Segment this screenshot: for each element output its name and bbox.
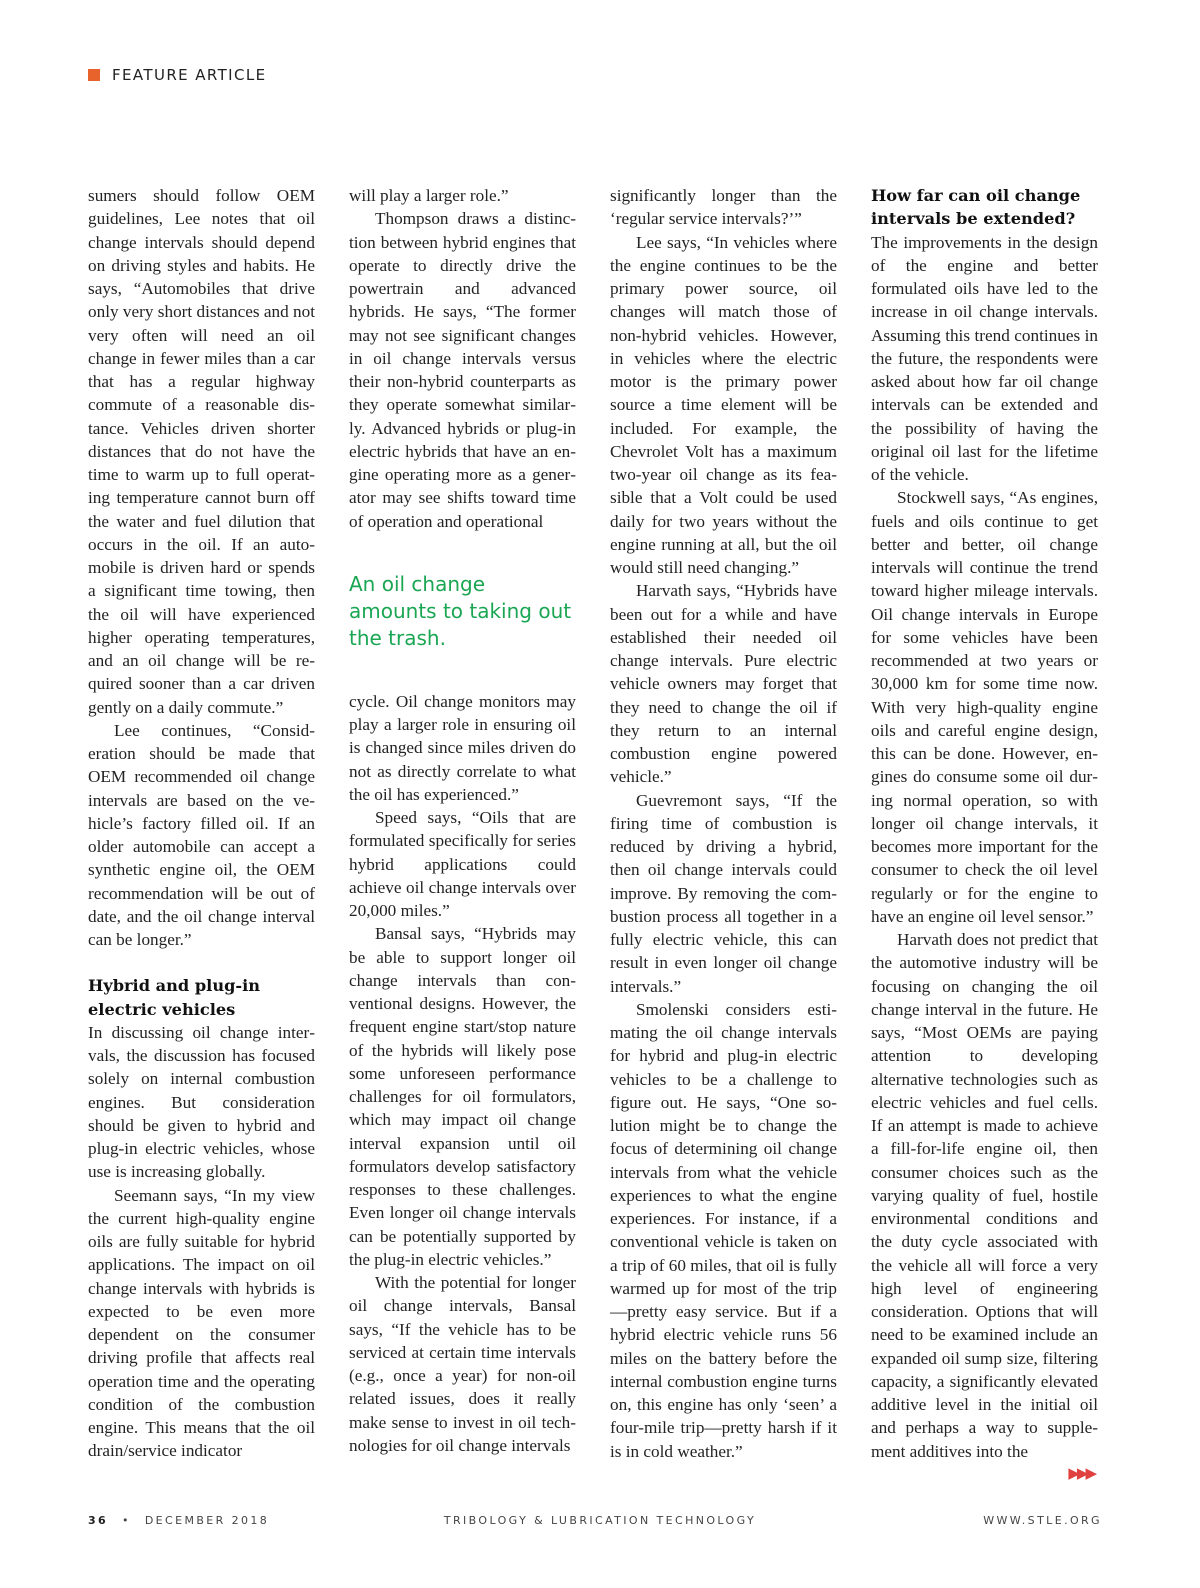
paragraph: Harvath does not predict that the automotive industry will be focusing on changing the oil change interval in the future. He says, “Most OEMs are paying attention to developing alternative technologies such as electric vehicles and fuel cells. If an attempt is made to achieve a fill-for-life engine oil, then consumer choices such as the varying quality of fuel, hostile environmental conditions and the duty cycle associated with the vehicle all will force a very high level of engineering consideration. Options that will need to be examined include an expanded oil sump size, filtering capacity, a significantly elevated additive level in the initial oil and perhaps a way to supplement additives into the: [871, 930, 1098, 1461]
paragraph: With the potential for longer oil change intervals, Bansal says, “If the vehicle has to be serviced at certain time intervals (e.g., once a year) for non-oil related issues, does it really make sense to invest in oil technologies for oil change intervals: [349, 1273, 576, 1455]
paragraph: Lee continues, “Consideration should be made that OEM recommended oil change intervals are based on the vehicle’s factory filled oil. If an older automobile can accept a synthetic engine oil, the OEM recommendation will be out of date, and the oil change interval can be longer.”: [88, 720, 315, 949]
section-label: FEATURE ARTICLE: [112, 66, 267, 84]
section-marker-square: [88, 69, 100, 81]
paragraph: Guevremont says, “If the firing time of combustion is reduced by driving a hybrid, then oil change intervals could improve. By removing the combustion process all together in a fully electric vehicle, this can result in even longer oil change intervals.”: [610, 790, 837, 996]
paragraph: Harvath says, “Hybrids have been out for a while and have established their needed oil change intervals. Pure electric vehicle owners may forget that they need to change the oil if they return to an internal combustion engine powered vehicle.”: [610, 581, 837, 787]
paragraph: Bansal says, “Hybrids may be able to support longer oil change intervals than conventional designs. However, the frequent engine start/stop nature of the hybrids will likely pose some unforeseen performance challenges for oil formulators, which may impact oil change interval expansion until oil formulators develop satisfactory responses to these challenges. Even longer oil change intervals can be potentially supported by the plug-in electric vehicles.”: [349, 924, 576, 1269]
paragraph: Seemann says, “In my view the current high-quality engine oils are fully suitable for hybrid applications. The impact on oil change intervals with hybrids is expected to be even more dependent on the consumer driving profile that affects real operation time and the operating condition of the combustion engine. This means that the oil drain/service indicator: [88, 1185, 315, 1461]
publication-name: TRIBOLOGY & LUBRICATION TECHNOLOGY: [443, 1514, 757, 1527]
article-column-1: [88, 184, 315, 1463]
pull-quote: An oil change amounts to taking out the trash.: [349, 571, 572, 650]
section-header: [88, 66, 267, 84]
paragraph: In discussing oil change intervals, the discussion has focused solely on internal combustion engines. But consideration should be given to hybrid and plug-in electric vehicles, whose use is increasing globally.: [88, 1022, 315, 1182]
article-column-3: [610, 184, 837, 1463]
article-column-2: [349, 184, 576, 1457]
paragraph: The improvements in the design of the engine and better formulated oils have led to the increase in oil change intervals. Assuming this trend continues in the future, the respondents were asked about how far oil change intervals can be extended and the possibility of having the original oil last for the lifetime of the vehicle.: [871, 232, 1098, 484]
paragraph: Stockwell says, “As engines, fuels and oils continue to get better and better, oil change intervals will continue the trend toward higher mileage intervals. Oil change intervals in Europe for some vehicles have been recommended at two years or 30,000 km for some time now. With very high-quality engine oils and careful engine design, this can be done. However, engines do consume some oil during normal operation, so with longer oil change intervals, it becomes more important for the consumer to check the oil level regularly or for the engine to have an engine oil level sensor.”: [871, 488, 1098, 926]
paragraph: significantly longer than the ‘regular service intervals?’”: [610, 186, 837, 229]
paragraph: will play a larger role.”: [349, 186, 509, 205]
article-column-4: [871, 184, 1098, 1486]
paragraph: Smolenski considers estimating the oil change intervals for hybrid and plug-in electric vehicles to be a challenge to figure out. He says, “One solution might be to change the focus of determining oil change intervals from what the vehicle experiences to what the engine experiences. For instance, if a conventional vehicle is taken on a trip of 60 miles, that oil is fully warmed up for most of the trip—pretty easy service. But if a hybrid electric vehicle runs 56 miles on the battery before the internal combustion engine turns on, this engine has only ‘seen’ a four-mile trip—pretty harsh if it is in cold weather.”: [610, 999, 837, 1461]
page-number: 36: [88, 1514, 109, 1527]
paragraph: Thompson draws a distinction between hybrid engines that operate to directly drive the powertrain and advanced hybrids. He says, “The former may not see significant changes in oil change intervals versus their non-hybrid counterparts as they operate somewhat similarly. Advanced hybrids or plug-in electric hybrids that have an engine operating more as a generator may see shifts toward time of operation and operational: [349, 209, 576, 531]
paragraph: Speed says, “Oils that are formulated specifically for series hybrid applications could achieve oil change intervals over 20,000 miles.”: [349, 808, 576, 920]
paragraph: Lee says, “In vehicles where the engine continues to be the primary power source, oil changes will match those of non-hybrid vehicles. However, in vehicles where the electric motor is the primary power source a time element will be included. For example, the Chevrolet Volt has a maximum two-year oil change as its feasible that a Volt could be used daily for two years without the engine running at all, but the oil would still need changing.”: [610, 232, 837, 577]
issue-date: DECEMBER 2018: [144, 1514, 270, 1527]
continued-arrows-icon: ▶▶▶: [1068, 1465, 1094, 1482]
subheading-oil-change-intervals: How far can oil change intervals be extended?: [871, 186, 1081, 229]
paragraph: cycle. Oil change monitors may play a larger role in ensuring oil is changed since miles driven do not as directly correlate to what the oil has experienced.”: [349, 691, 576, 804]
website-url: WWW.STLE.ORG: [983, 1514, 1102, 1527]
paragraph: sumers should follow OEM guidelines, Lee notes that oil change intervals should depend on driving styles and habits. He says, “Automobiles that drive only very short distances and not very often will need an oil change in fewer miles than a car that has a regular highway commute of a reasonable distance. Vehicles driven shorter distances that do not have the time to warm up to full operating temperature cannot burn off the water and fuel dilution that occurs in the oil. If an automobile is driven hard or spends a significant time towing, then the oil will have experienced higher operating temperatures, and an oil change will be required sooner than a car driven gently on a daily commute.”: [88, 186, 315, 717]
subheading-hybrid: Hybrid and plug-in electric vehicles: [88, 976, 261, 1019]
footer-separator: •: [122, 1514, 131, 1527]
